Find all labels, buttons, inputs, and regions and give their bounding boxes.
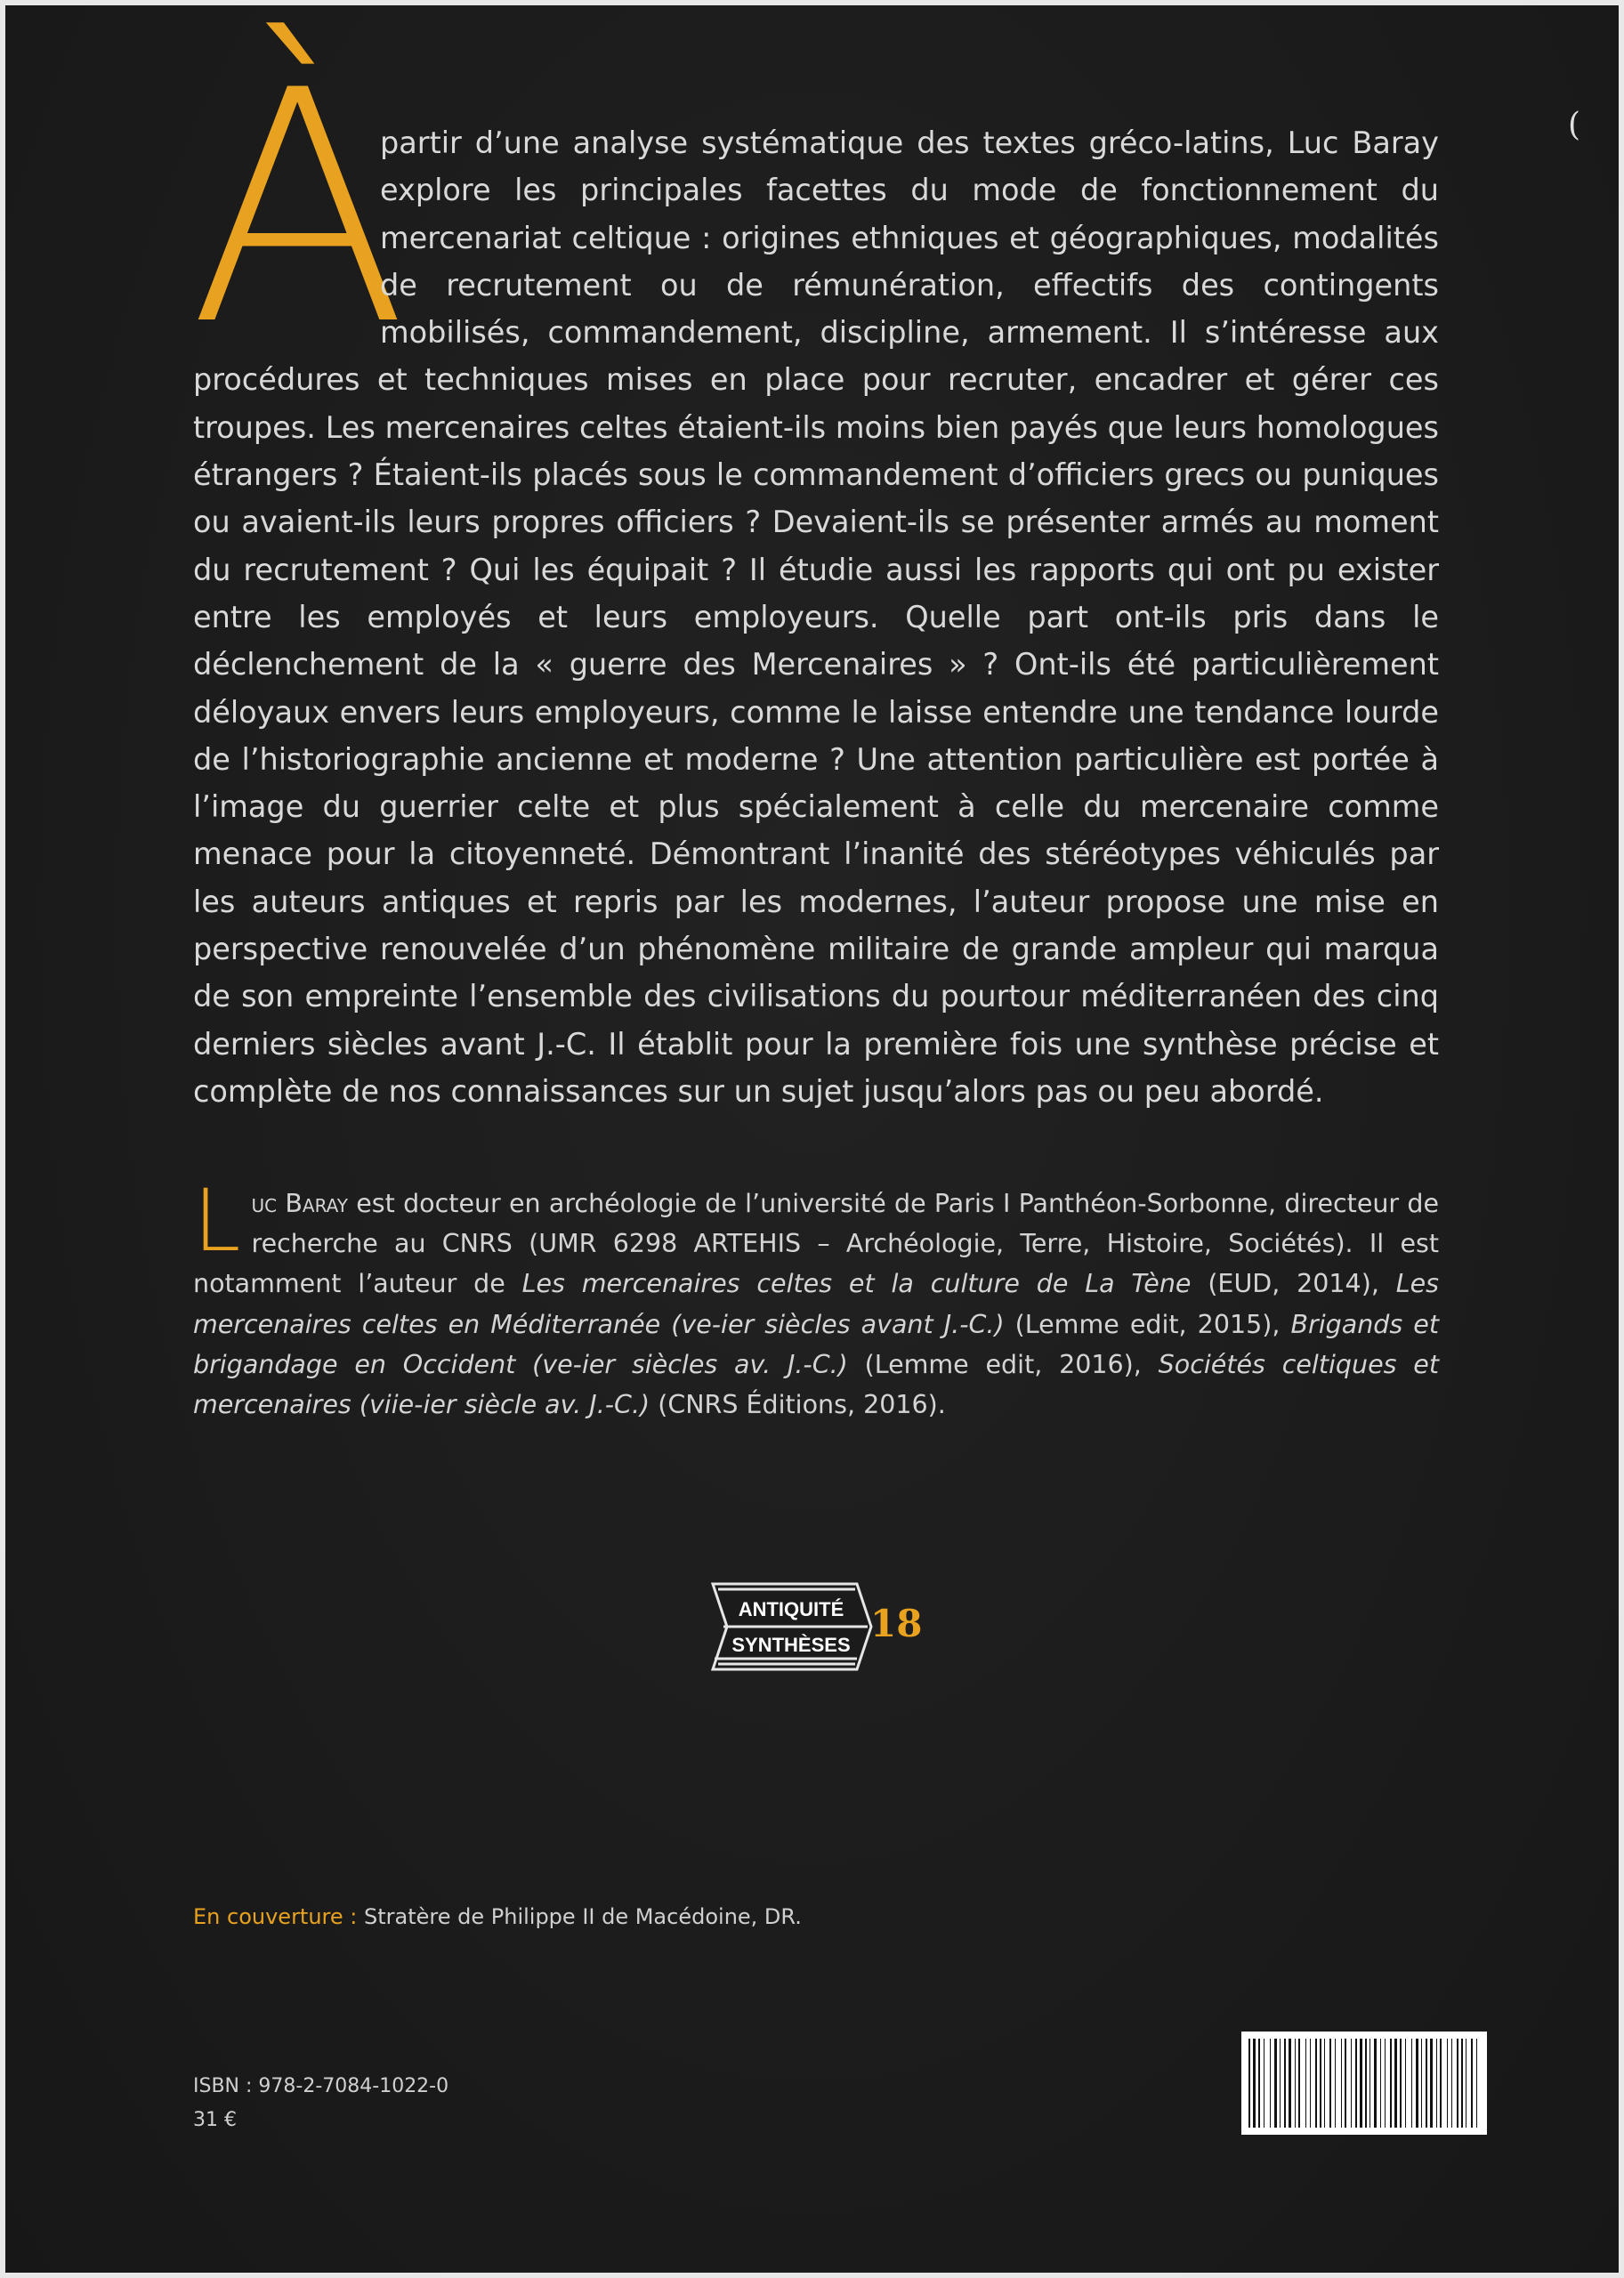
author-name: uc Baray <box>251 1189 349 1218</box>
author-biography <box>193 1171 1440 1425</box>
barcode-bar <box>1355 2039 1357 2128</box>
barcode <box>1241 2032 1487 2135</box>
barcode-bar <box>1284 2039 1286 2128</box>
series-line-1: ANTIQUITÉ <box>738 1598 844 1620</box>
barcode-bar <box>1440 2039 1442 2128</box>
book-title-4: Sociétés celtiques et mercenaires (viie-ier siècle av. J.-C.) <box>193 1349 1439 1420</box>
isbn-number: ISBN : 978-2-7084-1022-0 <box>193 2075 449 2097</box>
barcode-bar <box>1390 2039 1392 2128</box>
barcode-bar <box>1345 2039 1346 2128</box>
barcode-bar <box>1258 2039 1260 2128</box>
barcode-bar <box>1369 2039 1370 2128</box>
barcode-bar <box>1421 2039 1422 2128</box>
handwritten-mark: ( <box>1568 107 1581 143</box>
barcode-bar <box>1305 2039 1306 2128</box>
series-logo <box>706 1577 884 1676</box>
barcode-bar <box>1461 2039 1463 2128</box>
drop-cap-letter: À <box>189 22 408 395</box>
barcode-bar <box>1380 2039 1381 2128</box>
barcode-bar <box>1447 2039 1448 2128</box>
series-line-2: SYNTHÈSES <box>731 1634 851 1656</box>
barcode-bar <box>1426 2039 1427 2128</box>
barcode-bar <box>1310 2039 1311 2128</box>
isbn-block <box>193 2070 448 2137</box>
credit-text: Stratère de Philippe II de Macédoine, DR. <box>357 1904 802 1929</box>
barcode-bar <box>1298 2039 1300 2128</box>
summary-paragraph: partir d’une analyse systématique des textes gréco-latins, Luc Baray explore les principales facettes du mode de fonctionnement du mercenariat celtique : origines ethniques et géographiques, modalités de recrutement ou de rémunération, effectifs des contingents mobilisés, commandement, discipline, armement. Il s’intéresse aux procédures et techniques mises en place pour recruter, encadrer et gérer ces troupes. Les mercenaires celtes étaient-ils moins bien payés que leurs homologues étrangers ? Étaient-ils placés sous le commandement d’officiers grecs ou puniques ou avaient-ils leurs propres officiers ? Devaient-ils se présenter armés au moment du recrutement ? Qui les équipait ? Il étudie aussi les rapports qui ont pu exister entre les employés et leurs employeurs. Quelle part ont-ils pris dans le déclenchement de la « guerre des Mercenaires » ? Ont-ils été particulièrement déloyaux envers leurs employeurs, comme le laisse entendre une tendance lourde de l’historiographie ancienne et moderne ? Une attention particulière est portée à l’image du guerrier celte et plus spécialement à celle du mercenaire comme menace pour la citoyenneté. Démontrant l’inanité des stéréotypes véhiculés par les auteurs antiques et repris par les modernes, l’auteur propose une mise en perspective renouvelée d’un phénomène militaire de grande ampleur qui marqua de son empreinte l’ensemble des civilisations du pourtour méditerranéen des cinq derniers siècles avant J.-C. Il établit pour la première fois une synthèse précise et complète de nos connaissances sur un sujet jusqu’alors pas ou peu abordé. <box>193 125 1439 1109</box>
book-title-3: Brigands et brigandage en Occident (ve-ier siècles av. J.-C.) <box>193 1309 1440 1379</box>
barcode-bar <box>1471 2039 1473 2128</box>
barcode-bar <box>1405 2039 1406 2128</box>
barcode-bar <box>1320 2039 1321 2128</box>
bio-text-5: (CNRS Éditions, 2016). <box>650 1390 946 1420</box>
barcode-bar <box>1365 2039 1367 2128</box>
barcode-bar <box>1457 2039 1458 2128</box>
barcode-bar <box>1451 2039 1452 2128</box>
barcode-bar <box>1351 2039 1352 2128</box>
barcode-bar <box>1329 2039 1331 2128</box>
summary-text-block <box>193 119 1439 1115</box>
price: 31 € <box>193 2109 237 2131</box>
drop-cap-spacer <box>193 119 380 356</box>
barcode-bar <box>1335 2039 1336 2128</box>
barcode-bar <box>1360 2039 1362 2128</box>
cover-credit <box>193 1904 802 1929</box>
barcode-bar <box>1341 2039 1342 2128</box>
barcode-bar <box>1430 2039 1433 2128</box>
barcode-bar <box>1274 2039 1277 2128</box>
barcode-bar <box>1315 2039 1317 2128</box>
bio-text-1: est docteur en archéologie de l’université de Paris I Panthéon-Sorbonne, directeur de recherche au CNRS (UMR 6298 ARTEHIS – Archéologie, Terre, Histoire, Sociétés). Il est notamment l’auteur de <box>193 1189 1440 1299</box>
barcode-bar <box>1270 2039 1271 2128</box>
bio-text-3: (Lemme edit, 2015), <box>1004 1309 1291 1339</box>
barcode-bar <box>1416 2039 1418 2128</box>
barcode-bar <box>1385 2039 1386 2128</box>
barcode-bar <box>1289 2039 1291 2128</box>
barcode-bar <box>1295 2039 1296 2128</box>
barcode-bar <box>1324 2039 1325 2128</box>
series-number: 18 <box>870 1602 923 1645</box>
barcode-bar <box>1400 2039 1402 2128</box>
barcode-bar <box>1411 2039 1412 2128</box>
barcode-bar <box>1436 2039 1437 2128</box>
credit-label: En couverture : <box>193 1904 358 1929</box>
barcode-bar <box>1280 2039 1281 2128</box>
barcode-bar <box>1476 2039 1477 2128</box>
barcode-bar <box>1374 2039 1377 2128</box>
barcode-bar <box>1248 2039 1250 2128</box>
book-title-2: Les mercenaires celtes en Méditerranée (ve-ier siècles avant J.-C.) <box>193 1269 1439 1339</box>
bio-text-2: (EUD, 2014), <box>1191 1269 1396 1299</box>
barcode-bar <box>1253 2039 1256 2128</box>
barcode-bar <box>1394 2039 1397 2128</box>
bio-text-4: (Lemme edit, 2016), <box>847 1349 1159 1379</box>
book-title-1: Les mercenaires celtes et la culture de La Tène <box>521 1269 1192 1299</box>
bio-drop-cap: L <box>193 1171 241 1271</box>
